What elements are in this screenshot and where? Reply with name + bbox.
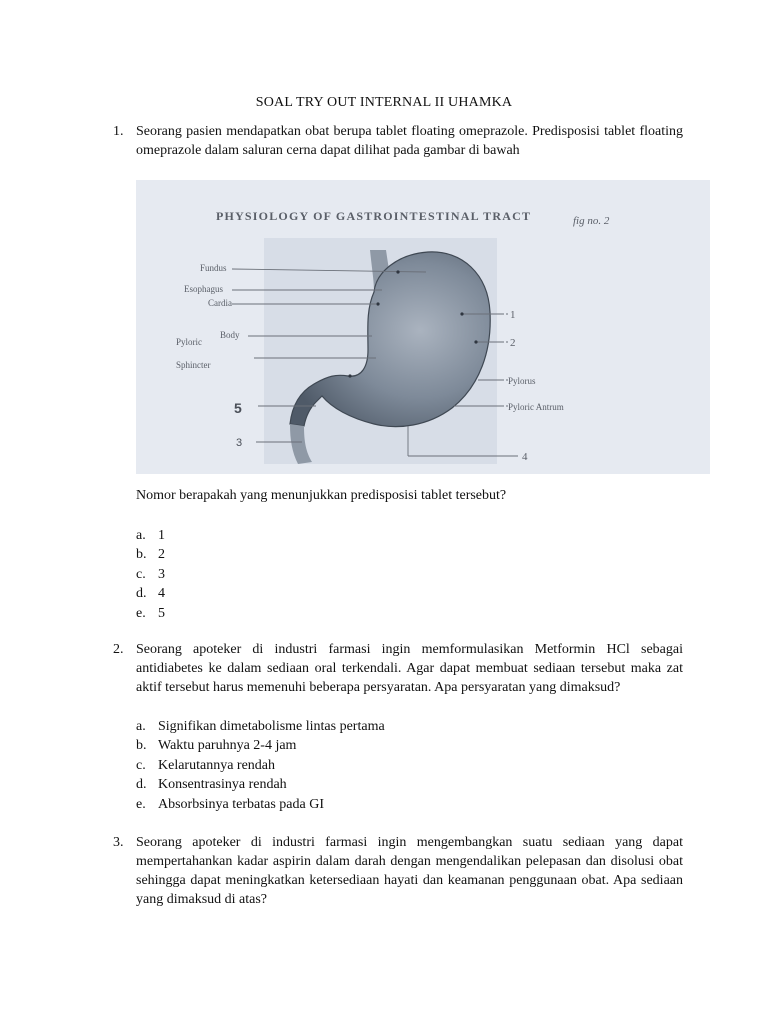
stomach-figure [136, 180, 710, 474]
option-text: 2 [158, 547, 165, 563]
dashed-leaders [502, 314, 508, 406]
label-body: Body [220, 330, 240, 340]
option-letter: d. [136, 777, 147, 793]
option-text: 4 [158, 586, 165, 602]
question-1 [113, 122, 683, 160]
question-text: Seorang apoteker di industri farmasi ingin memformulasikan Metformin HCl sebagai antidiabetes ke dalam sediaan oral terkendali. Agar dapat membuat sediaan tersebut maka zat aktif tersebut harus memenuhi beberapa persyaratan. Apa persyaratan yang dimaksud? [136, 642, 683, 695]
question-text: Seorang pasien mendapatkan obat berupa tablet floating omeprazole. Predisposisi tablet floating omeprazole dalam saluran cerna dapat dilihat pada gambar di bawah [136, 124, 683, 158]
label-sphincter: Sphincter [176, 360, 211, 370]
option-text: Konsentrasinya rendah [158, 777, 287, 793]
option-text: Waktu paruhnya 2-4 jam [158, 738, 297, 754]
page-title [0, 93, 768, 112]
figure-title: PHYSIOLOGY OF GASTROINTESTINAL TRACT [216, 209, 532, 223]
number-2: 2 [510, 337, 516, 349]
option-letter: c. [136, 757, 146, 773]
question-text: Seorang apoteker di industri farmasi ingin mengembangkan suatu sediaan yang dapat mempertahankan kadar aspirin dalam darah dengan mengendalikan pelepasan dan disolusi obat sehingga dapat meningkatkan ketersediaan hayati dan keamanan penggunaan obat. Apa sediaan yang dimaksud di atas? [136, 835, 683, 907]
label-esophagus: Esophagus [184, 284, 223, 294]
option-text: Signifikan dimetabolisme lintas pertama [158, 719, 385, 734]
label-cardia: Cardia [208, 298, 232, 308]
option-letter: a. [136, 528, 146, 543]
question-2 [113, 640, 683, 697]
question-1-prompt: Nomor berapakah yang menunjukkan predisposisi tablet tersebut? [136, 488, 507, 503]
number-3: 3 [236, 437, 243, 449]
label-fundus: Fundus [200, 263, 227, 273]
option-text: 1 [158, 528, 165, 543]
option-letter: b. [136, 547, 147, 563]
label-pyloric-antrum: Pyloric Antrum [508, 402, 564, 412]
number-4: 4 [522, 451, 528, 463]
question-3 [113, 833, 683, 909]
number-5: 5 [234, 400, 242, 416]
option-text: 5 [158, 605, 165, 621]
option-letter: b. [136, 738, 147, 754]
label-pyloric: Pyloric [176, 337, 202, 347]
option-letter: e. [136, 796, 146, 812]
option-letter: e. [136, 605, 146, 621]
option-letter: a. [136, 719, 146, 734]
label-pylorus: Pylorus [508, 376, 536, 386]
question-number: 2. [113, 642, 124, 657]
option-text: Kelarutannya rendah [158, 757, 275, 773]
option-letter: d. [136, 586, 147, 602]
question-number: 3. [113, 835, 124, 850]
stomach-diagram [136, 180, 710, 474]
option-text: 3 [158, 566, 165, 582]
option-letter: c. [136, 566, 146, 582]
option-text: Absorbsinya terbatas pada GI [158, 796, 325, 812]
question-number: 1. [113, 124, 124, 139]
figure-label: fig no. 2 [573, 215, 610, 227]
number-1: 1 [510, 309, 516, 321]
page-title-text: SOAL TRY OUT INTERNAL II UHAMKA [255, 95, 513, 110]
